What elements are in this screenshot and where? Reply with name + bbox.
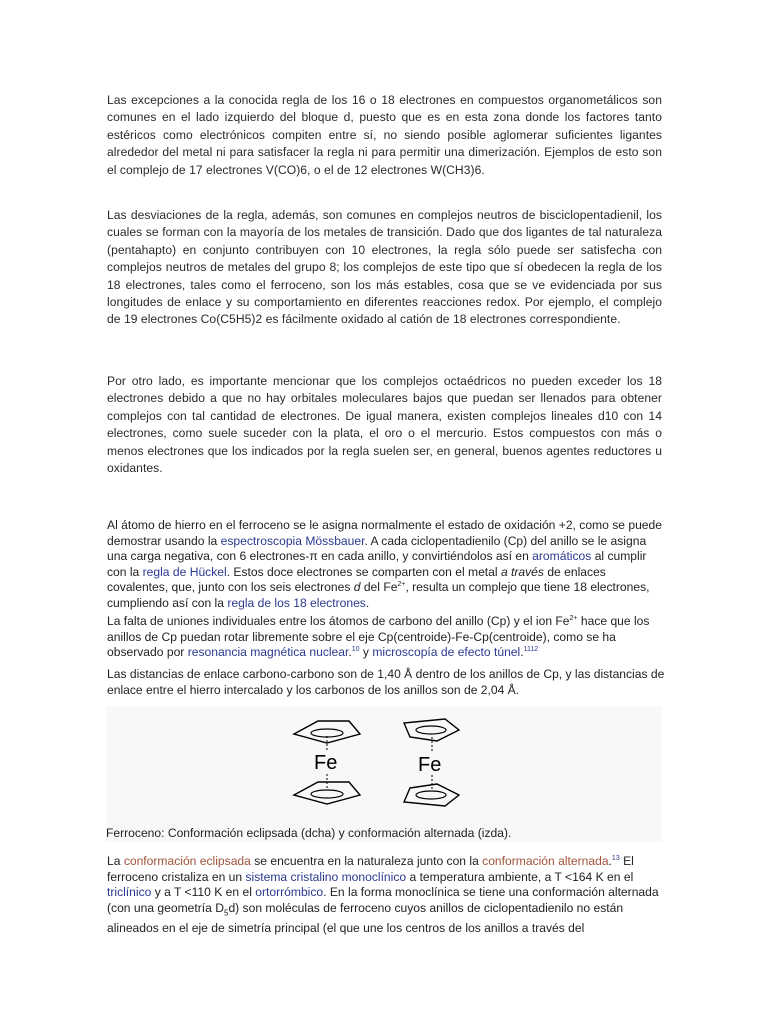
text-fragment: . A cada ciclopentadienilo (Cp) del anillo se le asigna una carga negativa, con 6 electrones-π en cada anillo, y convirtiéndolos así en bbox=[107, 533, 647, 564]
text-fragment: y bbox=[359, 645, 373, 660]
link-conformacion-alternada[interactable]: conformación alternada bbox=[482, 854, 609, 868]
text-fragment: Al átomo de hierro en el ferroceno se le asigna normalmente el estado de oxidación +2, como se puede demostrar usando la bbox=[107, 518, 662, 548]
text-fragment: La bbox=[107, 854, 124, 868]
text-fragment: se encuentra en la naturaleza junto con la bbox=[250, 854, 483, 868]
text-fragment: hace que los anillos de Cp puedan rotar libremente sobre el eje Cp(centroide)-Fe-Cp(centroide), como se ha observado por bbox=[107, 614, 650, 660]
fe-label-right: Fe bbox=[418, 754, 442, 776]
link-stm[interactable]: microscopía de efecto túnel bbox=[372, 645, 521, 660]
ref-13[interactable]: 13 bbox=[611, 854, 620, 862]
top-ring-inner bbox=[311, 729, 343, 737]
link-nmr[interactable]: resonancia magnética nuclear bbox=[187, 645, 349, 660]
paragraph-2: Las desviaciones de la regla, además, son comunes en complejos neutros de bisciclopentadienil, los cuales se forman con la mayoría de los metales de transición. Dado que dos ligantes de tal naturaleza (pentahapto) en conjunto contribuyen con 10 electrones, la regla sólo puede ser satisfecha con complejos neutros de metales del grupo 8; los complejos de este tipo que sí obedecen la regla de los 18 electrones, tales como el ferroceno, son los más estables, cosa que se ve evidenciada por sus longitudes de enlace y su comportamiento en diferentes reacciones redox. Por ejemplo, el complejo de 19 electrones Co(C5H5)2 es fácilmente oxidado al catión de 18 electrones correspondiente. bbox=[107, 208, 662, 327]
ferrocene-figure bbox=[106, 706, 662, 842]
italic-text: d bbox=[353, 580, 361, 595]
ref-1112[interactable]: 1112 bbox=[523, 646, 539, 654]
bottom-ring-inner bbox=[416, 791, 446, 799]
text-fragment: d) son moléculas de ferroceno cuyos anillos de ciclopentadienilo no están alineados en el eje de simetría principal (el que une los centros de los anillos a través del bbox=[107, 900, 624, 935]
paragraph-1: Las excepciones a la conocida regla de los 16 o 18 electrones en compuestos organometálicos son comunes en el lado izquierdo del bloque d, puesto que es en esta zona donde los factores tanto estéricos como electrónicos compiten entre sí, no siendo posible aglomerar suficientes ligantes alrededor del metal ni para satisfacer la regla ni para permitir una dimerización. Ejemplos de esto son el complejo de 17 electrones V(CO)6, o el de 12 electrones W(CH3)6. bbox=[107, 93, 662, 177]
superscript: 2+ bbox=[397, 581, 406, 589]
text-fragment: . Estos doce electrones se comparten con el metal bbox=[226, 564, 501, 579]
text-fragment: de enlaces covalentes, que, junto con los seis electrones bbox=[107, 564, 606, 595]
bottom-ring-inner bbox=[311, 790, 343, 798]
text-fragment: . bbox=[608, 854, 612, 868]
superscript: 2+ bbox=[569, 614, 578, 622]
text-fragment: y a T <110 K en el bbox=[151, 885, 256, 900]
link-aromaticos[interactable]: aromáticos bbox=[532, 549, 592, 564]
text-fragment: a temperatura ambiente, a T <164 K en el bbox=[406, 869, 634, 884]
text-fragment: . bbox=[520, 645, 524, 660]
link-ortorrombico[interactable]: ortorrómbico bbox=[255, 885, 324, 900]
link-conformacion-eclipsada[interactable]: conformación eclipsada bbox=[123, 854, 251, 868]
text-fragment: al cumplir con la bbox=[107, 549, 647, 579]
fe-label-left: Fe bbox=[314, 752, 338, 774]
text-fragment: , resulta un complejo que tiene 18 electrones, cumpliendo así con la bbox=[107, 580, 650, 610]
text-fragment: . bbox=[365, 595, 370, 610]
link-mossbauer[interactable]: espectroscopia Mössbauer bbox=[220, 533, 365, 548]
text-fragment: del Fe bbox=[360, 580, 398, 595]
ferrocene-oxidation-paragraph bbox=[107, 518, 667, 612]
ref-10[interactable]: 10 bbox=[351, 646, 360, 654]
link-sistema-monoclinico[interactable]: sistema cristalino monoclínico bbox=[245, 869, 407, 884]
conformation-paragraph bbox=[107, 854, 667, 936]
link-huckel[interactable]: regla de Hückel bbox=[142, 564, 227, 579]
ferrocene-structures bbox=[106, 706, 662, 818]
top-ring-inner bbox=[416, 726, 446, 734]
text-fragment: La falta de uniones individuales entre los átomos de carbono del anillo (Cp) y el ion Fe bbox=[107, 614, 570, 628]
link-18-electron-rule[interactable]: regla de los 18 electrones bbox=[227, 595, 366, 610]
bottom-ring bbox=[294, 782, 360, 804]
ring-rotation-paragraph bbox=[107, 614, 667, 661]
paragraph-3: Por otro lado, es importante mencionar que los complejos octaédricos no pueden exceder los 18 electrones debido a que no hay orbitales moleculares bajos que puedan ser llenados para obtener complejos con tal cantidad de electrones. De igual manera, existen complejos lineales d10 con 14 electrones, como suele suceder con la plata, el oro o el mercurio. Estos compuestos con más o menos electrones que los indicados por la regla suelen ser, en general, buenos agentes reductores u oxidantes. bbox=[107, 374, 662, 476]
bond-distance-paragraph: Las distancias de enlace carbono-carbono son de 1,40 Å dentro de los anillos de Cp, y las distancias de enlace entre el hierro intercalado y los carbonos de los anillos son de 2,04 Å. bbox=[107, 667, 665, 697]
italic-text: a través bbox=[500, 564, 544, 579]
link-triclinico[interactable]: triclínico bbox=[107, 885, 152, 900]
top-ring bbox=[294, 721, 360, 743]
figure-caption: Ferroceno: Conformación eclipsada (dcha) y conformación alternada (izda). bbox=[106, 826, 512, 840]
subscript: 5 bbox=[223, 908, 229, 918]
text-fragment: . En la forma monoclínica se tiene una conformación alternada (con una geometría D bbox=[107, 885, 659, 915]
text-fragment: . bbox=[348, 645, 352, 660]
text-fragment: El ferroceno cristaliza en un bbox=[107, 854, 634, 884]
